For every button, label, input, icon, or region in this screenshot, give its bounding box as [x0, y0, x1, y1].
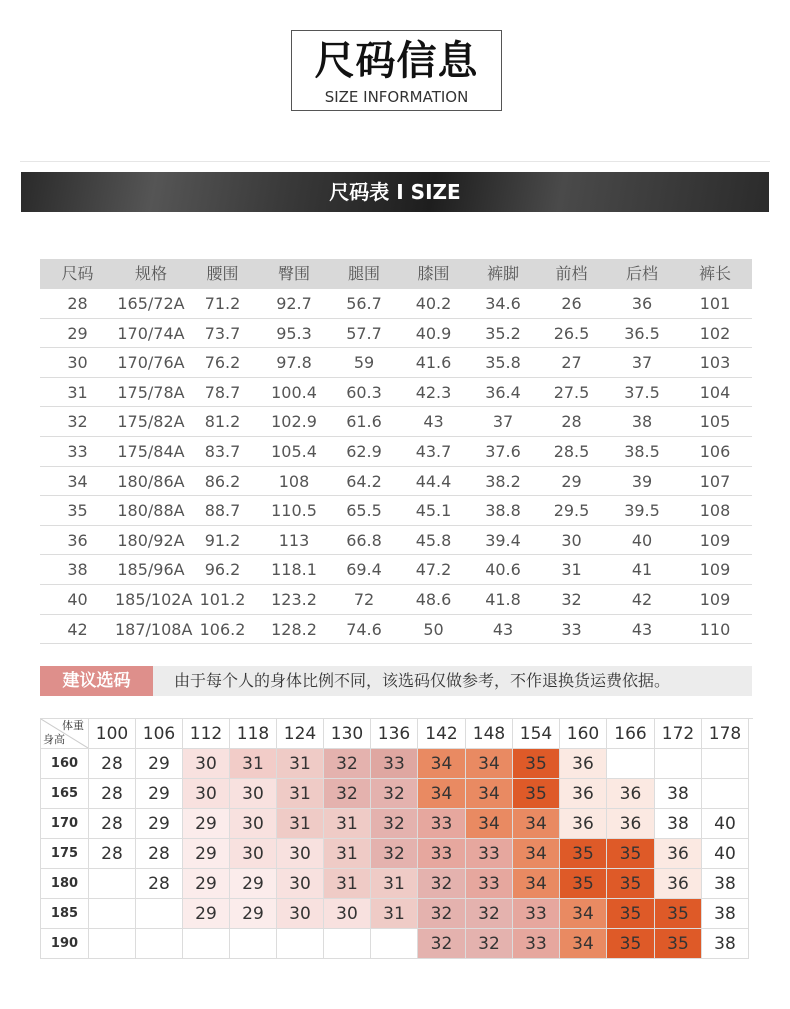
- size-table-cell: 185/102A: [115, 589, 193, 609]
- size-table-cell: 38.5: [624, 441, 660, 461]
- size-table-cell: 113: [278, 530, 310, 550]
- size-table-cell: 73.7: [204, 323, 241, 343]
- banner-label: 尺码表 I SIZE: [329, 180, 461, 204]
- grid-size-cell: 32: [324, 749, 371, 779]
- grid-size-cell: 40: [702, 839, 749, 869]
- size-table-cell: 110: [699, 619, 731, 639]
- grid-size-cell: [136, 899, 183, 929]
- table-row: [40, 526, 752, 556]
- table-row: [40, 378, 752, 408]
- grid-size-cell: 29: [183, 869, 230, 899]
- grid-size-cell: 35: [607, 899, 655, 929]
- table-row: [40, 348, 752, 378]
- grid-size-cell: 32: [466, 899, 513, 929]
- grid-size-cell: 31: [371, 869, 418, 899]
- grid-size-cell: 35: [655, 929, 702, 959]
- grid-size-cell: 31: [277, 779, 324, 809]
- grid-size-cell: 34: [466, 779, 513, 809]
- page-subtitle: SIZE INFORMATION: [324, 88, 469, 106]
- grid-size-cell: 34: [466, 749, 513, 779]
- grid-row: [41, 779, 753, 809]
- size-table-cell: 106: [699, 441, 731, 461]
- size-table-cell: 86.2: [204, 471, 241, 491]
- size-table-cell: 43: [423, 412, 444, 432]
- advice-text: 由于每个人的身体比例不同，该选码仅做参考，不作退换货运费依据。: [174, 671, 671, 690]
- size-table-header-cell: 尺码: [61, 264, 94, 283]
- size-table-cell: 43: [631, 619, 653, 639]
- size-table-cell: 57.7: [346, 323, 382, 343]
- grid-size-cell: 32: [418, 929, 466, 959]
- grid-size-cell: 28: [136, 869, 183, 899]
- grid-size-cell: 35: [607, 929, 655, 959]
- grid-size-cell: 36: [607, 809, 655, 839]
- grid-weight-header: 154: [513, 719, 560, 749]
- grid-size-cell: 32: [371, 839, 418, 869]
- size-table-cell: 42: [631, 589, 653, 609]
- size-table-cell: 36.5: [624, 323, 660, 343]
- size-table-cell: 34.6: [485, 294, 521, 313]
- grid-size-cell: [89, 929, 136, 959]
- grid-corner-weight-label: 体重: [62, 719, 84, 732]
- grid-size-cell: 30: [183, 749, 230, 779]
- size-table-header-cell: 后档: [625, 264, 658, 283]
- size-table-cell: 185/96A: [117, 560, 185, 580]
- size-table-cell: 37.6: [485, 441, 521, 461]
- grid-size-cell: 35: [513, 749, 560, 779]
- grid-height-header: 190: [41, 929, 89, 959]
- divider: [20, 161, 770, 162]
- size-table-header-cell: 腰围: [206, 264, 239, 283]
- grid-size-cell: 29: [136, 809, 183, 839]
- table-row: [40, 496, 752, 526]
- grid-size-cell: [183, 929, 230, 959]
- size-table-cell: 37: [631, 353, 653, 373]
- size-table-header-cell: 前档: [555, 264, 588, 283]
- size-table-cell: 170/76A: [117, 353, 185, 373]
- grid-height-header: 175: [41, 839, 89, 869]
- size-table-cell: 62.9: [346, 441, 382, 461]
- size-table-cell: 78.7: [204, 382, 241, 402]
- size-table-cell: 96.2: [204, 560, 241, 580]
- size-table-cell: 64.2: [346, 471, 382, 491]
- table-row: [40, 615, 752, 645]
- size-table: [40, 259, 752, 644]
- grid-size-cell: 34: [560, 899, 607, 929]
- size-table-cell: 42: [67, 619, 88, 639]
- grid-size-cell: 34: [466, 809, 513, 839]
- size-table-cell: 180/92A: [117, 530, 185, 550]
- size-table-cell: 102.9: [271, 412, 317, 432]
- size-table-cell: 36.4: [485, 382, 521, 402]
- size-table-cell: 40.6: [485, 560, 521, 580]
- size-table-cell: 101: [699, 294, 731, 313]
- grid-row: [41, 839, 753, 869]
- grid-size-cell: [136, 929, 183, 959]
- size-table-cell: 81.2: [204, 412, 241, 432]
- size-table-cell: 65.5: [346, 501, 382, 521]
- grid-row: [41, 899, 753, 929]
- size-table-cell: 28.5: [553, 441, 590, 461]
- grid-size-cell: 33: [466, 869, 513, 899]
- size-table-cell: 69.4: [346, 560, 382, 580]
- grid-size-cell: 31: [277, 749, 324, 779]
- grid-row: [41, 869, 753, 899]
- table-row: [40, 467, 752, 497]
- size-table-cell: 110.5: [271, 501, 317, 521]
- size-table-cell: 48.6: [415, 589, 452, 609]
- size-table-cell: 123.2: [271, 589, 317, 609]
- size-table-cell: 61.6: [346, 412, 382, 432]
- grid-size-cell: 28: [136, 839, 183, 869]
- grid-size-cell: 34: [560, 929, 607, 959]
- size-table-cell: 35.2: [485, 323, 521, 343]
- grid-size-cell: 34: [418, 779, 466, 809]
- table-row: [40, 555, 752, 585]
- grid-size-cell: [324, 929, 371, 959]
- size-table-cell: 97.8: [276, 353, 312, 373]
- grid-size-cell: 36: [655, 839, 702, 869]
- size-table-cell: 109: [699, 560, 731, 580]
- size-table-cell: 40: [67, 589, 88, 609]
- grid-height-header: 165: [41, 779, 89, 809]
- grid-corner: [41, 719, 89, 749]
- size-table-header-cell: 裤长: [698, 264, 731, 283]
- grid-size-cell: 32: [418, 899, 466, 929]
- size-table-header-cell: 腿围: [347, 264, 380, 283]
- size-table-cell: 60.3: [346, 382, 382, 402]
- grid-size-cell: 38: [702, 869, 749, 899]
- size-table-cell: 26: [561, 294, 582, 313]
- grid-weight-header: 178: [702, 719, 749, 749]
- grid-size-cell: 29: [183, 839, 230, 869]
- size-table-cell: 31: [67, 382, 88, 402]
- grid-weight-header: 142: [418, 719, 466, 749]
- grid-size-cell: [89, 869, 136, 899]
- size-chart-banner: [21, 172, 769, 212]
- grid-size-cell: 30: [324, 899, 371, 929]
- size-table-cell: 29: [67, 323, 88, 343]
- size-table-cell: 39.4: [485, 530, 521, 550]
- grid-size-cell: 28: [89, 779, 136, 809]
- size-table-cell: 175/84A: [117, 441, 185, 461]
- grid-size-cell: 31: [230, 749, 277, 779]
- grid-weight-header: 136: [371, 719, 418, 749]
- grid-size-cell: 35: [607, 869, 655, 899]
- grid-weight-header: 112: [183, 719, 230, 749]
- grid-size-cell: 30: [230, 839, 277, 869]
- size-table-cell: 33: [561, 619, 582, 639]
- size-table-cell: 29: [561, 471, 582, 491]
- grid-size-cell: 35: [607, 839, 655, 869]
- grid-size-cell: 38: [702, 929, 749, 959]
- size-table-cell: 27: [561, 353, 582, 373]
- grid-size-cell: 38: [655, 809, 702, 839]
- grid-size-cell: 34: [513, 839, 560, 869]
- grid-size-cell: 31: [324, 869, 371, 899]
- size-table-cell: 41: [631, 560, 653, 580]
- size-table-cell: 36: [67, 530, 88, 550]
- size-table-cell: 38.8: [485, 501, 521, 521]
- grid-size-cell: 28: [89, 809, 136, 839]
- size-table-cell: 32: [67, 412, 88, 432]
- size-table-cell: 109: [699, 589, 731, 609]
- grid-size-cell: [702, 749, 749, 779]
- grid-size-cell: 33: [371, 749, 418, 779]
- size-table-cell: 40: [631, 530, 653, 550]
- grid-size-cell: 36: [607, 779, 655, 809]
- grid-size-cell: 35: [560, 839, 607, 869]
- grid-weight-header: 124: [277, 719, 324, 749]
- grid-size-cell: 29: [230, 869, 277, 899]
- grid-size-cell: [655, 749, 702, 779]
- size-table-cell: 103: [699, 353, 731, 373]
- grid-weight-header: 172: [655, 719, 702, 749]
- grid-size-cell: 35: [513, 779, 560, 809]
- grid-size-cell: 36: [655, 869, 702, 899]
- grid-size-cell: [89, 899, 136, 929]
- size-table-cell: 175/82A: [117, 412, 185, 432]
- size-table-cell: 71.2: [204, 294, 241, 313]
- grid-weight-header: 118: [230, 719, 277, 749]
- grid-size-cell: 29: [183, 899, 230, 929]
- table-row: [40, 407, 752, 437]
- size-table-cell: 26.5: [553, 323, 590, 343]
- grid-size-cell: 32: [371, 779, 418, 809]
- size-table-cell: 106.2: [199, 619, 246, 639]
- grid-size-cell: 33: [513, 929, 560, 959]
- grid-size-cell: 32: [466, 929, 513, 959]
- size-table-header-cell: 膝围: [417, 264, 450, 283]
- grid-size-cell: 29: [183, 809, 230, 839]
- size-table-cell: 66.8: [346, 530, 382, 550]
- size-table-cell: 31: [561, 560, 582, 580]
- size-table-cell: 180/88A: [117, 501, 185, 521]
- grid-size-cell: 35: [560, 869, 607, 899]
- size-table-header: [40, 259, 752, 289]
- grid-row: [41, 809, 753, 839]
- size-table-cell: 56.7: [346, 294, 382, 313]
- size-table-body: [40, 289, 752, 644]
- grid-size-cell: 36: [560, 779, 607, 809]
- size-table-cell: 44.4: [415, 471, 452, 491]
- size-table-cell: 108: [699, 501, 731, 521]
- size-table-cell: 175/78A: [117, 382, 185, 402]
- grid-weight-header: 166: [607, 719, 655, 749]
- grid-size-cell: 31: [371, 899, 418, 929]
- size-table-cell: 43.7: [415, 441, 452, 461]
- size-table-cell: 170/74A: [117, 323, 185, 343]
- grid-size-cell: [607, 749, 655, 779]
- size-table-cell: 91.2: [204, 530, 241, 550]
- size-table-cell: 45.8: [415, 530, 452, 550]
- size-table-cell: 47.2: [415, 560, 452, 580]
- size-table-cell: 95.3: [276, 323, 312, 343]
- grid-size-cell: 31: [277, 809, 324, 839]
- size-table-cell: 100.4: [271, 382, 317, 402]
- grid-size-cell: 28: [89, 749, 136, 779]
- grid-height-header: 185: [41, 899, 89, 929]
- grid-size-cell: 33: [418, 809, 466, 839]
- size-table-cell: 118.1: [271, 560, 317, 580]
- size-table-cell: 40.2: [415, 294, 452, 313]
- size-table-cell: 105.4: [271, 441, 317, 461]
- size-table-cell: 29.5: [553, 501, 590, 521]
- size-table-cell: 40.9: [415, 323, 452, 343]
- grid-size-cell: 40: [702, 809, 749, 839]
- grid-header-row: [41, 719, 753, 749]
- size-table-cell: 38: [67, 560, 88, 580]
- size-table-cell: 165/72A: [117, 294, 185, 313]
- grid-size-cell: 34: [513, 869, 560, 899]
- size-table-cell: 187/108A: [115, 619, 193, 639]
- size-table-cell: 72: [353, 589, 375, 609]
- grid-size-cell: 33: [466, 839, 513, 869]
- size-table-cell: 28: [561, 412, 582, 432]
- size-table-cell: 105: [699, 412, 731, 432]
- grid-size-cell: 30: [230, 779, 277, 809]
- grid-size-cell: [230, 929, 277, 959]
- grid-size-cell: 31: [324, 809, 371, 839]
- size-table-cell: 36: [631, 294, 653, 313]
- size-table-cell: 102: [699, 323, 731, 343]
- grid-size-cell: 34: [418, 749, 466, 779]
- grid-size-cell: 38: [655, 779, 702, 809]
- size-table-cell: 43: [492, 619, 514, 639]
- table-row: [40, 319, 752, 349]
- size-table-cell: 33: [67, 441, 88, 461]
- grid-size-cell: 33: [418, 839, 466, 869]
- size-table-cell: 32: [561, 589, 582, 609]
- size-table-cell: 41.8: [485, 589, 521, 609]
- size-table-cell: 109: [699, 530, 731, 550]
- recommendation-grid: [40, 718, 753, 959]
- size-table-cell: 59: [353, 353, 375, 373]
- grid-size-cell: 30: [183, 779, 230, 809]
- size-table-cell: 39.5: [624, 501, 660, 521]
- grid-size-cell: 38: [702, 899, 749, 929]
- grid-size-cell: 36: [560, 749, 607, 779]
- size-table-cell: 128.2: [271, 619, 317, 639]
- size-table-cell: 28: [67, 294, 88, 313]
- size-table-cell: 104: [699, 382, 731, 402]
- grid-size-cell: 29: [136, 749, 183, 779]
- size-table-cell: 39: [631, 471, 653, 491]
- grid-size-cell: [277, 929, 324, 959]
- grid-size-cell: 30: [277, 839, 324, 869]
- grid-size-cell: 31: [324, 839, 371, 869]
- grid-height-header: 170: [41, 809, 89, 839]
- size-table-cell: 42.3: [415, 382, 452, 402]
- size-table-cell: 180/86A: [117, 471, 185, 491]
- section-title-box: [291, 30, 502, 111]
- size-table-cell: 30: [67, 353, 88, 373]
- grid-weight-header: 160: [560, 719, 607, 749]
- size-table-cell: 92.7: [276, 294, 312, 313]
- grid-weight-header: 100: [89, 719, 136, 749]
- size-table-cell: 76.2: [204, 353, 241, 373]
- grid-size-cell: [371, 929, 418, 959]
- size-table-cell: 37.5: [624, 382, 660, 402]
- size-table-cell: 74.6: [346, 619, 382, 639]
- size-table-cell: 45.1: [415, 501, 452, 521]
- size-table-cell: 27.5: [553, 382, 590, 402]
- grid-size-cell: 30: [230, 809, 277, 839]
- grid-size-cell: 32: [371, 809, 418, 839]
- size-table-cell: 83.7: [204, 441, 241, 461]
- grid-weight-header: 148: [466, 719, 513, 749]
- size-table-cell: 88.7: [204, 501, 241, 521]
- table-row: [40, 585, 752, 615]
- size-table-cell: 38.2: [485, 471, 521, 491]
- size-table-header-cell: 臀围: [277, 264, 310, 283]
- grid-height-header: 180: [41, 869, 89, 899]
- grid-size-cell: 30: [277, 869, 324, 899]
- grid-size-cell: 28: [89, 839, 136, 869]
- grid-size-cell: 32: [418, 869, 466, 899]
- grid-row: [41, 749, 753, 779]
- advice-bar: [40, 666, 752, 696]
- size-table-cell: 38: [631, 412, 653, 432]
- grid-size-cell: 33: [513, 899, 560, 929]
- grid-size-cell: 29: [136, 779, 183, 809]
- size-table-cell: 37: [492, 412, 514, 432]
- grid-height-header: 160: [41, 749, 89, 779]
- grid-size-cell: 34: [513, 809, 560, 839]
- size-table-cell: 108: [278, 471, 310, 491]
- size-table-cell: 34: [67, 471, 88, 491]
- advice-tag: 建议选码: [40, 666, 153, 696]
- grid-size-cell: [702, 779, 749, 809]
- size-table-header-cell: 规格: [134, 264, 167, 283]
- page-title: 尺码信息: [314, 38, 479, 84]
- size-table-header-cell: 裤脚: [486, 264, 519, 283]
- size-table-cell: 35.8: [485, 353, 521, 373]
- size-table-cell: 107: [699, 471, 731, 491]
- grid-corner-height-label: 身高: [43, 733, 65, 746]
- table-row: [40, 289, 752, 319]
- grid-weight-header: 130: [324, 719, 371, 749]
- grid-weight-header: 106: [136, 719, 183, 749]
- grid-row: [41, 929, 753, 959]
- size-table-cell: 35: [67, 501, 88, 521]
- size-table-cell: 30: [561, 530, 582, 550]
- size-table-cell: 41.6: [415, 353, 452, 373]
- size-table-cell: 101.2: [199, 589, 246, 609]
- size-table-cell: 50: [423, 619, 444, 639]
- grid-size-cell: 29: [230, 899, 277, 929]
- grid-size-cell: 36: [560, 809, 607, 839]
- table-row: [40, 437, 752, 467]
- grid-size-cell: 32: [324, 779, 371, 809]
- grid-size-cell: 35: [655, 899, 702, 929]
- grid-size-cell: 30: [277, 899, 324, 929]
